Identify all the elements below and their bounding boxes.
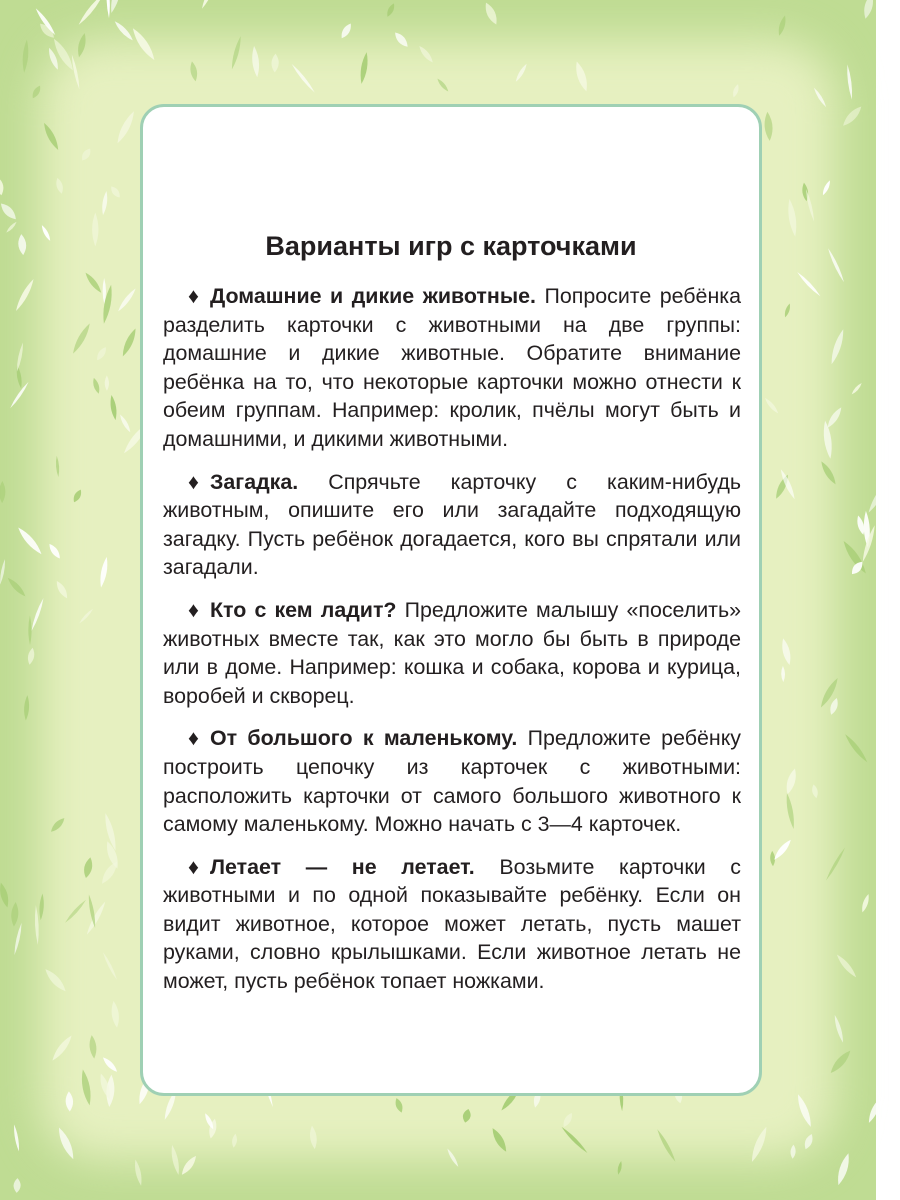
leaf-shape	[231, 1133, 238, 1148]
leaf-shape	[802, 1133, 814, 1151]
leaf-shape	[0, 559, 6, 585]
leaf-shape	[17, 234, 27, 256]
leaf-shape	[290, 63, 316, 94]
leaf-shape	[76, 32, 88, 58]
leaf-shape	[65, 1091, 73, 1112]
leaf-shape	[200, 0, 217, 10]
leaf-shape	[784, 767, 799, 795]
content-card	[140, 104, 762, 1096]
list-item	[163, 596, 741, 710]
diamond-bullet-icon: ♦	[188, 726, 199, 751]
leaf-shape	[560, 1126, 589, 1155]
leaf-shape	[339, 22, 354, 40]
leaf-shape	[866, 1097, 876, 1124]
leaf-shape	[13, 1178, 21, 1193]
leaf-shape	[30, 84, 42, 99]
leaf-shape	[392, 30, 410, 49]
leaf-shape	[828, 1048, 853, 1075]
leaf-shape	[95, 345, 109, 361]
leaf-shape	[54, 579, 70, 600]
leaf-shape	[108, 0, 123, 14]
leaf-shape	[14, 278, 36, 313]
leaf-shape	[98, 556, 109, 588]
leaf-shape	[749, 1125, 770, 1163]
leaf-shape	[417, 44, 435, 64]
leaf-shape	[822, 420, 834, 459]
leaf-shape	[50, 1033, 74, 1062]
diamond-bullet-icon: ♦	[188, 854, 199, 879]
leaf-shape	[860, 893, 871, 913]
leaf-shape	[13, 1124, 21, 1152]
leaf-shape	[15, 342, 24, 372]
leaf-shape	[828, 697, 840, 716]
leaf-shape	[13, 922, 23, 955]
leaf-shape	[309, 1125, 318, 1149]
leaf-shape	[461, 1108, 472, 1123]
leaf-shape	[101, 191, 109, 216]
leaf-shape	[825, 406, 844, 430]
leaf-shape	[862, 0, 876, 20]
list-item	[163, 853, 741, 996]
leaf-shape	[786, 198, 799, 237]
leaf-shape	[811, 784, 819, 799]
leaf-shape	[655, 1128, 677, 1163]
item-heading: Кто с кем ладит?	[210, 597, 397, 622]
leaf-shape	[40, 224, 52, 242]
leaf-shape	[34, 905, 40, 945]
leaf-shape	[790, 1144, 796, 1159]
leaf-shape	[514, 63, 528, 83]
diamond-bullet-icon: ♦	[188, 597, 199, 622]
leaf-shape	[0, 882, 11, 909]
diamond-bullet-icon: ♦	[188, 469, 199, 494]
leaf-shape	[55, 456, 60, 478]
item-heading: Домашние и дикие животные.	[210, 284, 536, 308]
leaf-shape	[731, 83, 740, 98]
leaf-shape	[5, 221, 18, 234]
leaf-shape	[15, 365, 23, 389]
leaf-shape	[819, 460, 838, 486]
item-heading: От большого к маленькому.	[210, 726, 518, 751]
leaf-shape	[359, 52, 370, 85]
leaf-shape	[835, 1152, 852, 1186]
leaf-shape	[55, 177, 65, 194]
leaf-shape	[764, 111, 774, 141]
leaf-shape	[21, 39, 29, 73]
leaf-shape	[189, 61, 199, 82]
leaf-shape	[846, 64, 854, 100]
item-text: Предложите ребёнку построить цепочку из карточек с животными: расположить карточки от самого большого животного к самому маленькому. Можно начать с 3—4 карточек.	[163, 726, 741, 837]
leaf-shape	[105, 375, 109, 390]
leaf-shape	[6, 576, 28, 598]
leaf-shape	[30, 597, 45, 631]
leaf-shape	[23, 695, 29, 721]
item-heading: Загадка.	[210, 469, 299, 494]
leaf-shape	[394, 1097, 405, 1113]
leaf-shape	[120, 327, 139, 358]
leaf-shape	[251, 46, 261, 78]
leaf-shape	[230, 36, 243, 70]
leaf-shape	[71, 488, 83, 503]
leaf-shape	[489, 1126, 509, 1153]
leaf-shape	[169, 1144, 181, 1175]
leaf-shape	[79, 1069, 93, 1106]
leaf-shape	[113, 19, 135, 42]
leaf-shape	[796, 271, 822, 298]
leaf-shape	[130, 26, 158, 62]
leaf-shape	[436, 77, 450, 92]
item-text: Возьмите карточки с животными и по одной показывайте ребёнку. Если он видит животное, которое может летать, пусть машет руками, словно крылышками. Если животное летать не может, пусть ребёнок топает ножками.	[163, 854, 741, 994]
leaf-shape	[763, 396, 779, 414]
leaf-shape	[82, 857, 94, 879]
leaf-shape	[91, 377, 101, 394]
leaf-shape	[114, 110, 137, 145]
leaf-shape	[47, 542, 62, 560]
leaf-shape	[78, 608, 94, 625]
leaf-shape	[109, 184, 122, 199]
leaf-shape	[833, 1014, 845, 1043]
leaf-shape	[835, 953, 859, 980]
leaf-shape	[110, 1000, 120, 1028]
leaf-shape	[783, 303, 791, 318]
leaf-shape	[0, 176, 5, 196]
leaf-shape	[27, 647, 36, 665]
item-text: Предложите малышу «поселить» животных вместе так, как это могло бы быть в природе или в доме. Например: кошка и собака, корова и курица, воробей и скворец.	[163, 597, 741, 708]
leaf-shape	[825, 847, 847, 882]
leaf-shape	[70, 322, 92, 355]
leaf-shape	[271, 54, 279, 73]
leaf-shape	[795, 1093, 814, 1128]
item-heading: Летает — не летает.	[210, 854, 475, 879]
leaf-shape	[866, 478, 876, 514]
leaf-shape	[561, 1111, 574, 1128]
leaf-shape	[770, 851, 776, 867]
leaf-shape	[55, 1126, 76, 1161]
leaf-shape	[772, 838, 793, 862]
item-text: Спрячьте карточку с каким-нибудь животным, опишите его или загадайте подходящую загадку. Пусть ребёнок догадается, кого вы спрятали или загадали.	[163, 469, 742, 580]
leaf-shape	[70, 54, 81, 90]
leaf-shape	[9, 381, 30, 409]
page-title: Варианты игр с карточками	[265, 231, 637, 261]
leaf-shape	[106, 0, 111, 18]
leaf-shape	[781, 666, 785, 682]
leaf-shape	[0, 481, 6, 503]
leaf-shape	[840, 104, 864, 128]
leaf-shape	[617, 1161, 623, 1176]
game-list	[163, 282, 741, 1010]
leaf-shape	[482, 1, 500, 26]
leaf-shape	[16, 525, 44, 556]
leaf-shape	[88, 1035, 97, 1059]
leaf-shape	[101, 1055, 119, 1073]
leaf-shape	[385, 2, 396, 18]
leaf-shape	[133, 1159, 144, 1186]
leaf-shape	[85, 900, 108, 936]
leaf-shape	[780, 638, 793, 666]
leaf-shape	[812, 87, 827, 108]
leaf-shape	[64, 899, 88, 925]
leaf-shape	[843, 733, 869, 764]
leaf-shape	[77, 0, 105, 26]
leaf-shape	[573, 60, 590, 92]
leaf-shape	[850, 382, 863, 396]
leaf-shape	[827, 248, 846, 284]
leaf-shape	[92, 213, 98, 247]
leaf-shape	[446, 1148, 460, 1168]
leaf-shape	[109, 395, 118, 421]
leaf-shape	[79, 147, 92, 163]
leaf-shape	[777, 15, 788, 37]
leaf-shape	[28, 615, 31, 645]
leaf-shape	[829, 328, 847, 365]
list-item	[163, 468, 741, 582]
list-item	[163, 724, 741, 838]
leaf-shape	[10, 902, 19, 927]
diamond-bullet-icon: ♦	[188, 284, 199, 308]
leaf-shape	[43, 967, 69, 994]
leaf-shape	[118, 413, 132, 433]
list-item	[163, 282, 741, 454]
leaf-shape	[49, 816, 67, 834]
leaf-shape	[39, 893, 45, 920]
leaf-shape	[179, 1154, 198, 1177]
leaf-shape	[116, 287, 137, 313]
leaf-shape	[821, 180, 832, 197]
leaf-shape	[0, 201, 19, 222]
item-text: Попросите ребёнка разделить карточки с животными на две группы: домашние и дикие животные. Обратите внимание ребёнка на то, что некоторые карточки можно отнести к обеим группам. Например: кролик, пчёлы могут быть и домашними, и дикими животными.	[163, 284, 741, 451]
leaf-shape	[102, 951, 119, 980]
leaf-shape	[41, 121, 61, 151]
leaf-shape	[784, 793, 796, 830]
leaf-shape	[83, 271, 103, 295]
